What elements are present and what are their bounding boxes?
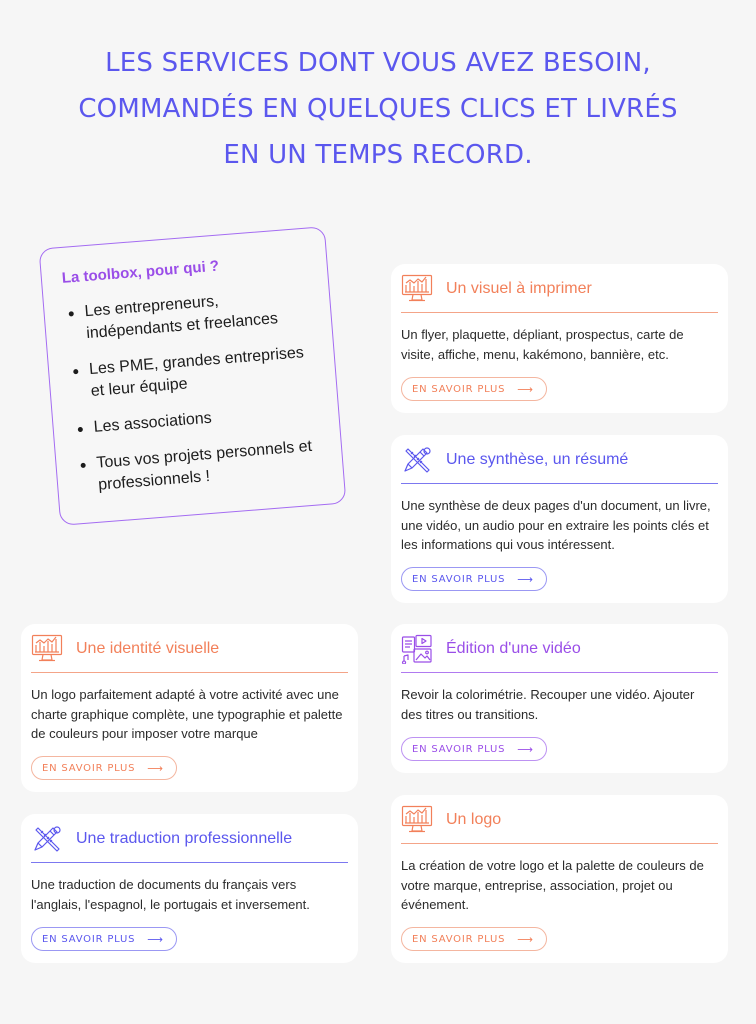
learn-more-button[interactable] xyxy=(401,377,547,401)
card-divider xyxy=(31,862,348,863)
arrow-right-icon: ⟶ xyxy=(517,742,534,756)
toolbox-list xyxy=(64,284,322,498)
learn-more-label: EN SAVOIR PLUS xyxy=(412,933,506,945)
arrow-right-icon: ⟶ xyxy=(147,932,164,946)
learn-more-label: EN SAVOIR PLUS xyxy=(412,743,506,755)
learn-more-button[interactable] xyxy=(401,567,547,591)
card-description: Un logo parfaitement adapté à votre activité avec une charte graphique complète, une typographie et palette de couleurs pour imposer votre marque xyxy=(31,687,343,741)
card-description: La création de votre logo et la palette de couleurs de votre marque, entreprise, association, projet ou événement. xyxy=(401,858,704,912)
service-card-print[interactable] xyxy=(391,264,728,413)
toolbox-item-associations: Les associations xyxy=(73,399,317,440)
service-card-identity[interactable] xyxy=(21,624,358,792)
card-divider xyxy=(401,672,718,673)
learn-more-label: EN SAVOIR PLUS xyxy=(42,762,136,774)
arrow-right-icon: ⟶ xyxy=(517,932,534,946)
toolbox-title: La toolbox, pour qui ? xyxy=(61,257,220,287)
service-card-logo[interactable] xyxy=(391,795,728,963)
card-divider xyxy=(401,843,718,844)
card-title: Édition d'une vidéo xyxy=(446,640,581,657)
arrow-right-icon: ⟶ xyxy=(517,382,534,396)
learn-more-label: EN SAVOIR PLUS xyxy=(412,383,506,395)
service-card-video[interactable] xyxy=(391,624,728,773)
learn-more-button[interactable] xyxy=(31,756,177,780)
arrow-right-icon: ⟶ xyxy=(517,572,534,586)
hero-line-3: EN UN TEMPS RECORD. xyxy=(223,140,533,170)
card-header xyxy=(401,276,718,306)
monitor-chart-icon xyxy=(401,274,433,304)
toolbox-item-projects: Tous vos projets personnels et professionnels ! xyxy=(76,435,322,498)
monitor-chart-icon xyxy=(401,805,433,835)
pencil-ruler-icon xyxy=(401,445,433,475)
service-card-translation[interactable] xyxy=(21,814,358,963)
card-title: Un visuel à imprimer xyxy=(446,280,592,297)
learn-more-label: EN SAVOIR PLUS xyxy=(42,933,136,945)
monitor-chart-icon xyxy=(31,634,63,664)
hero-line-1: LES SERVICES DONT VOUS AVEZ BESOIN, xyxy=(105,48,651,78)
pencil-ruler-icon xyxy=(31,824,63,854)
toolbox-item-entrepreneurs: Les entrepreneurs, indépendants et freelances xyxy=(64,284,310,347)
hero-title xyxy=(0,40,756,178)
card-divider xyxy=(31,672,348,673)
service-card-summary[interactable] xyxy=(391,435,728,603)
card-header xyxy=(31,826,348,856)
card-title: Une identité visuelle xyxy=(76,640,220,657)
arrow-right-icon: ⟶ xyxy=(147,761,164,775)
card-title: Un logo xyxy=(446,811,502,828)
learn-more-button[interactable] xyxy=(31,927,177,951)
hero-line-2: COMMANDÉS EN QUELQUES CLICS ET LIVRÉS xyxy=(78,94,678,124)
learn-more-button[interactable] xyxy=(401,737,547,761)
card-header xyxy=(401,807,718,837)
card-title: Une synthèse, un résumé xyxy=(446,451,629,468)
card-divider xyxy=(401,312,718,313)
card-header xyxy=(401,636,718,666)
toolbox-audience-card xyxy=(39,226,347,526)
card-description: Une traduction de documents du français vers l'anglais, l'espagnol, le portugais et inversement. xyxy=(31,877,310,912)
card-title: Une traduction professionnelle xyxy=(76,830,293,847)
toolbox-item-pme: Les PME, grandes entreprises et leur équipe xyxy=(68,342,314,405)
learn-more-button[interactable] xyxy=(401,927,547,951)
card-header xyxy=(31,636,348,666)
card-divider xyxy=(401,483,718,484)
card-description: Revoir la colorimétrie. Recouper une vidéo. Ajouter des titres ou transitions. xyxy=(401,687,695,722)
card-header xyxy=(401,447,718,477)
learn-more-label: EN SAVOIR PLUS xyxy=(412,573,506,585)
card-description: Une synthèse de deux pages d'un document, un livre, une vidéo, un audio pour en extraire les points clés et les informations qui vous intéressent. xyxy=(401,498,711,552)
card-description: Un flyer, plaquette, dépliant, prospectus, carte de visite, affiche, menu, kakémono, bannière, etc. xyxy=(401,327,684,362)
media-editing-icon xyxy=(401,634,433,664)
